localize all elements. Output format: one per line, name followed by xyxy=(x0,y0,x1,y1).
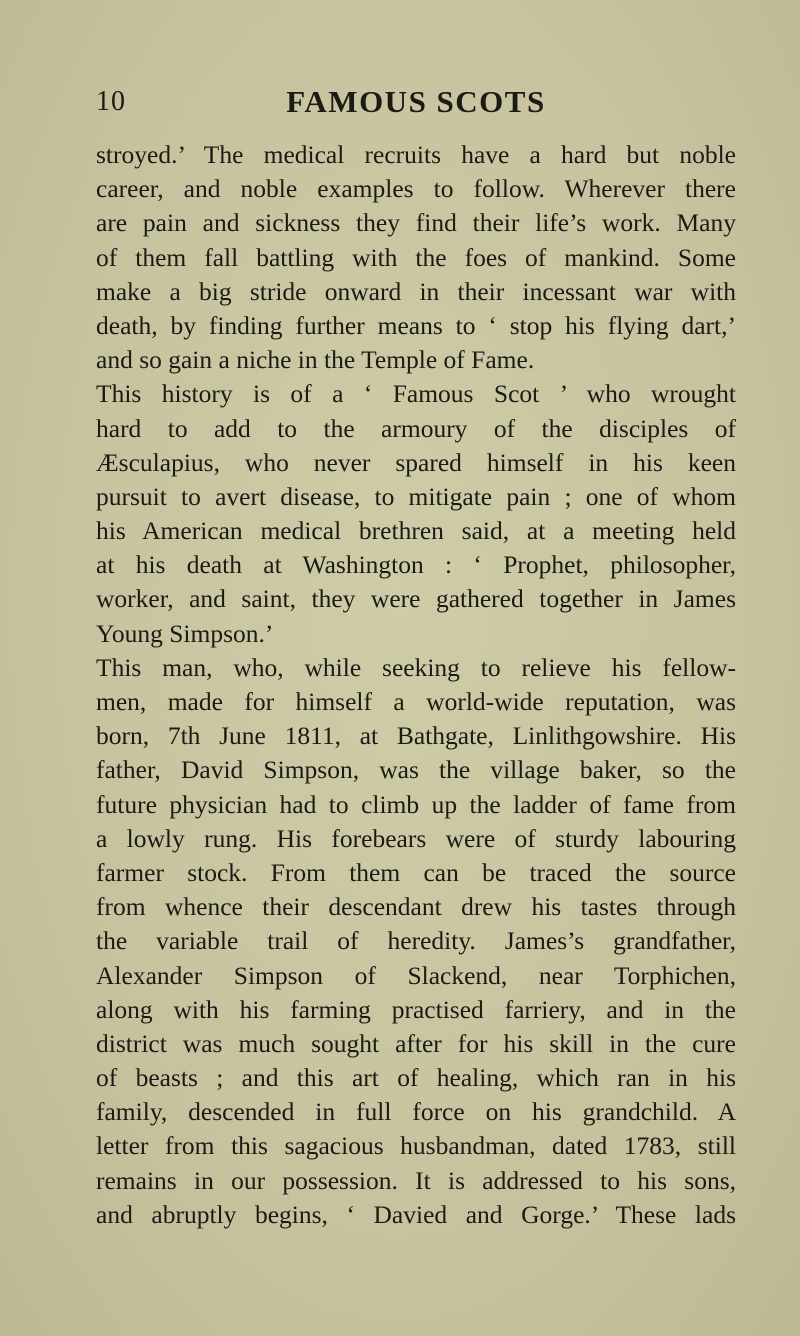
text-line: of beasts ; and this art of healing, which ran in his xyxy=(96,1063,736,1093)
text-line: from whence their descendant drew his tastes through xyxy=(96,892,736,922)
text-line: stroyed.’ The medical recruits have a hard but noble xyxy=(96,140,736,169)
text-line: This history is of a ‘ Famous Scot ’ who wrought xyxy=(96,379,736,409)
text-line: born, 7th June 1811, at Bathgate, Linlithgowshire. His xyxy=(96,721,736,751)
text-line: his American medical brethren said, at a meeting held xyxy=(96,516,736,546)
text-line: the variable trail of heredity. James’s grandfather, xyxy=(96,926,736,956)
text-line: district was much sought after for his skill in the cure xyxy=(96,1028,736,1058)
text-line: family, descended in full force on his grandchild. A xyxy=(96,1097,736,1127)
page-number: 10 xyxy=(96,86,126,117)
text-line: and so gain a niche in the Temple of Fame. xyxy=(96,345,535,375)
text-line: and abruptly begins, ‘ Davied and Gorge.’ These lads xyxy=(96,1199,736,1229)
text-line: are pain and sickness they find their life’s work. Many xyxy=(96,208,736,238)
text-line: Young Simpson.’ xyxy=(96,618,274,648)
text-line: Æsculapius, who never spared himself in his keen xyxy=(96,447,736,477)
text-line: career, and noble examples to follow. Wherever there xyxy=(96,174,736,204)
text-line: at his death at Washington : ‘ Prophet, philosopher, xyxy=(96,550,736,580)
text-line: Alexander Simpson of Slackend, near Torphichen, xyxy=(96,960,736,990)
text-line: death, by finding further means to ‘ stop his flying dart,’ xyxy=(96,310,736,340)
text-line: hard to add to the armoury of the disciples of xyxy=(96,413,736,443)
text-line: farmer stock. From them can be traced the source xyxy=(96,857,736,887)
running-head: FAMOUS SCOTS xyxy=(286,84,546,119)
text-line: along with his farming practised farriery, and in the xyxy=(96,994,736,1024)
text-line: a lowly rung. His forebears were of sturdy labouring xyxy=(96,823,736,853)
text-line: future physician had to climb up the ladder of fame from xyxy=(96,789,736,819)
text-line: father, David Simpson, was the village baker, so the xyxy=(96,755,736,785)
text-line: make a big stride onward in their incessant war with xyxy=(96,276,736,306)
text-line: This man, who, while seeking to relieve his fellow- xyxy=(96,652,736,682)
page-header xyxy=(96,84,736,124)
text-line: remains in our possession. It is addressed to his sons, xyxy=(96,1165,736,1195)
body-text xyxy=(96,138,736,1232)
text-line: of them fall battling with the foes of mankind. Some xyxy=(96,242,736,272)
text-line: worker, and saint, they were gathered together in James xyxy=(96,584,736,614)
text-line: letter from this sagacious husbandman, dated 1783, still xyxy=(96,1131,736,1161)
text-line: pursuit to avert disease, to mitigate pain ; one of whom xyxy=(96,481,736,511)
text-line: men, made for himself a world-wide reputation, was xyxy=(96,687,736,716)
